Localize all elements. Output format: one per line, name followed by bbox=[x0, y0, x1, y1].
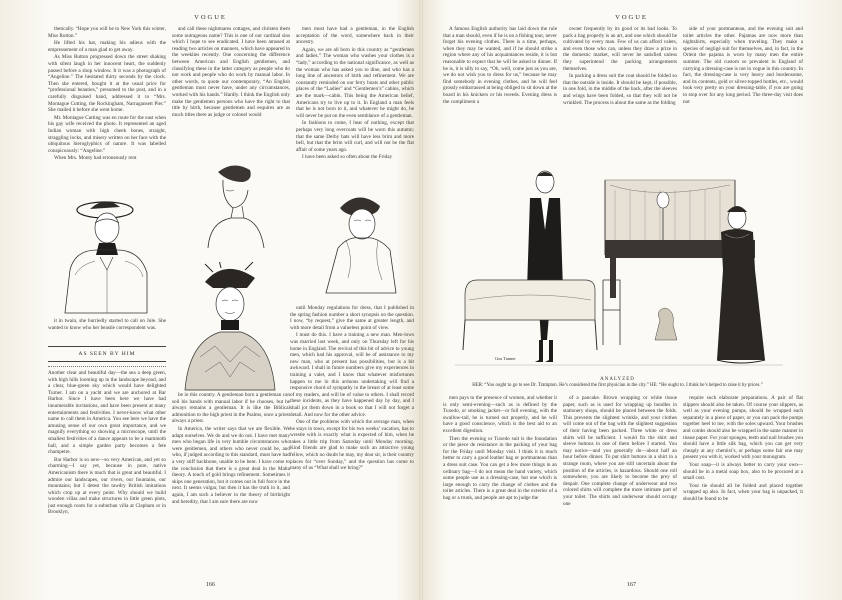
left-col3-top bbox=[296, 26, 414, 186]
paragraph: side of your portmanteau, and the evening suit and toilet articles the other. Pajamas are now more than nightshirts, especially when traveling. They make a species of negligé suit for themselves, and, in fact, in the Orient the pajama is worn by many men the entire summer. The old custom so prevalent in England of carrying a dressing-case is not in vogue in this country. In fact, the dressing-case is very heavy and burdensome, and its contents, gold or silver-topped bottles, etc., would look very pretty on your dressing-table, if you are going to stop over for any long period. The three-day visit does not bbox=[683, 26, 803, 105]
caption-title: ANALYZED bbox=[600, 377, 635, 382]
paragraph: Bar Harbor is so new—so very American, and yet so charming—I say yet, because in pure, native Americanism there is much that is great and beautiful. I admire our landscapes, our rivers, our fountains, our mountains; but I detest the tawdry British imitations which crop up at every point. Why should we build wooden villas and make structures in little green plots, just enough room for a suburban villa at Clapham or in Brooklyn, bbox=[48, 456, 166, 516]
paragraph: Mr. Montague Cutting was en route for the east when his gay wife received the photo. It represented an aged Indian woman with high cheek bones, straight, straggling locks, and misery written on her face with the ubiquitous hieroglyphics of nature. It was labelled conspicuously: “Angeline.” bbox=[48, 114, 166, 154]
paragraph: In fashions to come, I hear of nothing, except that perhaps very long overcoats will be worn this autumn; that the same Derby hats will have less brim and more bell, but that the brim will curl, and will not be the flat affair of some years ago. bbox=[296, 120, 414, 153]
paragraph: require such elaborate preparations. A pair of flat slippers should also be taken. Of course your slippers, as well as your evening pumps, should be wrapped each separately in a piece of paper, or you can pack the pumps together heel to toe, with the soles upward. Your brushes and combs should also be wrapped in the same manner in tissue paper. For your sponges, teeth and nail brushes you should have a little silk bag, which you can get very cheaply at any chemist’s, or perhaps some fair one may present you with it, worked with your monogram. bbox=[683, 395, 803, 461]
left-col1-top bbox=[48, 26, 166, 191]
page-number: 167 bbox=[627, 582, 636, 588]
paragraph: owner frequently by its good or its bad looks. To pack a bag properly is an art, and one which should be cultivated by every man. Few of us can afford valets, and even those who can, unless they draw a prize in the domestic market, will never be satisfied unless they superintend the packing arrangements themselves. bbox=[563, 26, 677, 72]
paragraph: A famous English authority has laid down the rule that a man should, even if he is on a fishing tour, never forget his evening clothes. There is a time, perhaps, when they may be wanted, and if he should strike a region where any of his acquaintances reside, it is but reasonable to expect that he will be asked to dinner. If he is, it is silly to say, “Oh, well, come just as you are, we do not wish you to dress for us,” because he may find somebody in evening clothes, and he will feel grossly embarrassed at being obliged to sit down at the board in his knickers or his tweeds. Evening dress is the compliment a bbox=[443, 26, 557, 105]
running-head: VOGUE bbox=[194, 14, 227, 21]
paragraph: Your tie should all be folded and placed together wrapped up also. In fact, when your bag is unpacked, it should be found to be bbox=[683, 482, 803, 502]
left-col3-bottom bbox=[290, 305, 414, 573]
section-title: AS SEEN BY HIM bbox=[48, 346, 166, 362]
woman-with-feathered-hat-portrait bbox=[175, 262, 285, 392]
paragraph: In America, the writer says that we are flexible. We adapt ourselves. We do and we do not. I have met many men who began life in very humble circumstances who were gentlemen, and others who never could be, and who, if judged according to this standard, must have had a very stiff backbone, unable to be bent. I have come to the conclusion that there is a great deal in the Malta theory. A touch of gold brings refinement. Sometimes it skips one generation, but it comes out in full force in the next. It seems vulgar, but then it has the truth in it, and again, I am such a believer in the theory of birthright and heredity, that I am sure there are now bbox=[172, 425, 290, 505]
paragraph: As Miss Rutton progressed down the street shaking with silent laugh in her innocent heart, the suddenly passed before a shop window. It it was a photograph of “Angeline.” The hesitated thirty seconds by the clock. Then she entered, bought it at the usual price for “professional beauties,” presumed to the post, and in a carefully disguised hand, addressed it to “Mrs. Montague Cutting, the Rockingham, Narragansett Pier.” She mailed it before she went home. bbox=[48, 54, 166, 114]
paragraph: and call these nightmares cottages, and christen them some outrageous name? This is one of our cardinal sins which I hope to see eradicated. I have been amused at reading two articles on manners, which have appeared in the weeklies recently. One concerning the difference between American and English gentlemen, and classifying these in the latter category as people who do not work and people who do work by manual labor. In other words, to quote our contemporary, “An English gentleman must never have, under any circumstances, worked with his hands.” Hardly. I think the English only make the gentlemen persons who have the right to that title by birth, because gentlemen and esquires are as much titles there as judge or colonel would bbox=[172, 26, 290, 118]
caption-text: HER: “You ought to go to see Dr. Trampton. He’s considered the first physician in the city.” HE: “He ought to. I think he’s helped to raise it by prices.” bbox=[472, 383, 763, 388]
woman-with-hat-illustration bbox=[55, 195, 165, 315]
left-col2-bottom bbox=[172, 392, 290, 574]
paragraph: be in this country. A gentleman born a gentleman can soil his hands with manual labor if he chooses, but he always remains a gentleman. It is like the Biblical admonition to the high priest in the Psalms, once a priest always a priest. bbox=[172, 392, 290, 425]
paragraph: In packing a dress suit the coat should be folded so that the outside is inside. It should be kept, if possible, in one fold, in the middle of the back, after the sleeves and wings have been folded, so that they will not be wrinkled. The process is about the same as the folding bbox=[563, 73, 677, 106]
running-head: VOGUE bbox=[615, 14, 648, 21]
paragraph: it in twain, she hurriedly started to call on Jule. She wanted to know who her beastie correspondent was. bbox=[48, 318, 166, 331]
woman-leaning-sketch bbox=[318, 188, 403, 298]
paragraph: Another clear and beautiful day—the sea a deep green, with high hills looming up in the landscape beyond, and a clear, blue-green sky which would have delighted Turner. I am on a yacht and we are anchored at Bar Harbor. Since I have been here we have had innumerable invitations, and have been present at many entertainments and festivities. I never-know what other name to call them in America. You see here we have the amusing sense of our own great importance, and we magnify everything so showing a microscope, until the smallest festivities of a dance appears to be a mammoth ball, and a simple garden party becomes a fete champetre. bbox=[48, 370, 166, 456]
right-col2-top bbox=[563, 26, 677, 154]
right-col3-top bbox=[683, 26, 803, 154]
paragraph: until Monday regulations for dress, that I published in the spring fashion number a short synopsis on the question. I now, “by request,” give the same at greater length, and with more detail from a valueless point of view. bbox=[290, 305, 414, 331]
right-col1-top bbox=[443, 26, 557, 154]
paragraph: I have been asked so often about the Friday bbox=[302, 154, 393, 161]
ornament-rule bbox=[48, 362, 166, 367]
paragraph: thetically. “Hope you will be in New York this winter, Miss Rutton.” bbox=[48, 26, 166, 39]
paragraph: I must do this. I have a training a new man. Men-lows was married last week, and only on Thursday left for his home in England. The revival of this bit of advice to young men, which had his approval, will be of assistance to my new man, who at present has possibilities, but is a bit awkward. I shall in future numbers give my experiences in training a valet, and I know that whatever misfortunes happen to me in this arduous undertaking will find a responsive chord of sympathy in the breast of at least some of my readers, and will be of value to others. I shall record these incidents, as they have happened day by day, and I shall jot them down in a book so that I will not forget a detail. And now for the other advice. bbox=[290, 332, 414, 418]
illustration-caption bbox=[455, 377, 780, 389]
paragraph: He lifted his hat, making his adieus with the empressement of a man glad to get away. bbox=[48, 40, 166, 53]
paragraph: men pays to the presence of women, and whether it is only semi-evening—such as is defined by the Tuxedo, or smoking jacket—or full evening, with the swallow-tail, he is turned out properly, and he will have a good conscience, which is the best aid to an excellent digestion. bbox=[443, 395, 557, 434]
parlor-scene-illustration bbox=[455, 160, 783, 375]
paragraph: men must have had a gentleman, in the English acceptation of the word, somewhere back in their ancestry. bbox=[296, 26, 414, 46]
paragraph: Then the evening or Tuxedo suit is the foundation or the piece de resistance in the packing of your bag for the Friday until Monday visit. I think it is much better to carry a good leather bag or portmanteau than a dress suit case. You can get a few more things in an ordinary bag—I do not mean the hand variety, which some people use as a dressing-case, but one which is large enough to carry the change of clothes and the toilet articles. There is a great deal in the exterior of a bag or a trunk, and people are apt to judge the bbox=[443, 435, 557, 501]
paragraph: of a pancake. Brown wrapping or white tissue paper, such as is used for wrapping up bundles in stationery shops, should be placed between the folds. This prevents the slightest wrinkle, and your clothes will come out of the bag with the slightest suggestion of their having been packed. Three white or dress shirts will be sufficient. I would fix the shirt and sleeve buttons in one of them before I started. You may notice—and you generally do—about half an hour before dinner. To put shirt buttons in a shirt in a strange room, where you are still uncertain about the position of the articles, is hazardous. Should one roll somewhere, you are likely to become the prey of despair. One complete change of underwear and two colored shirts will complete the more intimate part of your toilet. The shirts and underwear should occupy one bbox=[563, 395, 677, 507]
left-col2-top bbox=[172, 26, 290, 156]
woman-profile-sketch bbox=[198, 160, 268, 250]
paragraph: Again, we are all born in this country as “gentlemen and ladies.” The woman who washes your clothes is a “lady,” according to the national significance, as well as the woman who has asked you to dine, and who has a long line of ancestors of birth and refinement. We are constantly reminded on our ferry boats and other public places of the “Ladies” and “Gentlemen’s” cabins, which are the mark—cabin. This being the American belief, Americans try to live up to it. In England a man feels that he is not born to it, and whatever he might do, he will never be put on the even semblance of a gentleman. bbox=[296, 46, 414, 119]
paragraph: One of the problems with which the average man, when he stays in town, except for his two weeks’ vacation, has to wrestle with is exactly what is expected of him, when he takes a little trip from Saturday until Monday morning. Kind friends are glad to make such an attractive young fellow, which no doubt he may, my dear sir, is their country places for “over Sunday,” and the question has come to many of us “What shall we bring?” bbox=[290, 419, 414, 472]
page-number: 166 bbox=[206, 582, 215, 588]
artist-signature: Gus Tanner bbox=[495, 356, 516, 361]
paragraph: Your soap—it is always better to carry your own—should be in a metal soap box, also to be procured at a small cost. bbox=[683, 461, 803, 482]
left-col1-section bbox=[48, 370, 166, 575]
paragraph: When Mrs. Monty had erroneously rent bbox=[54, 155, 137, 162]
left-col1-after-illustration bbox=[48, 318, 166, 343]
